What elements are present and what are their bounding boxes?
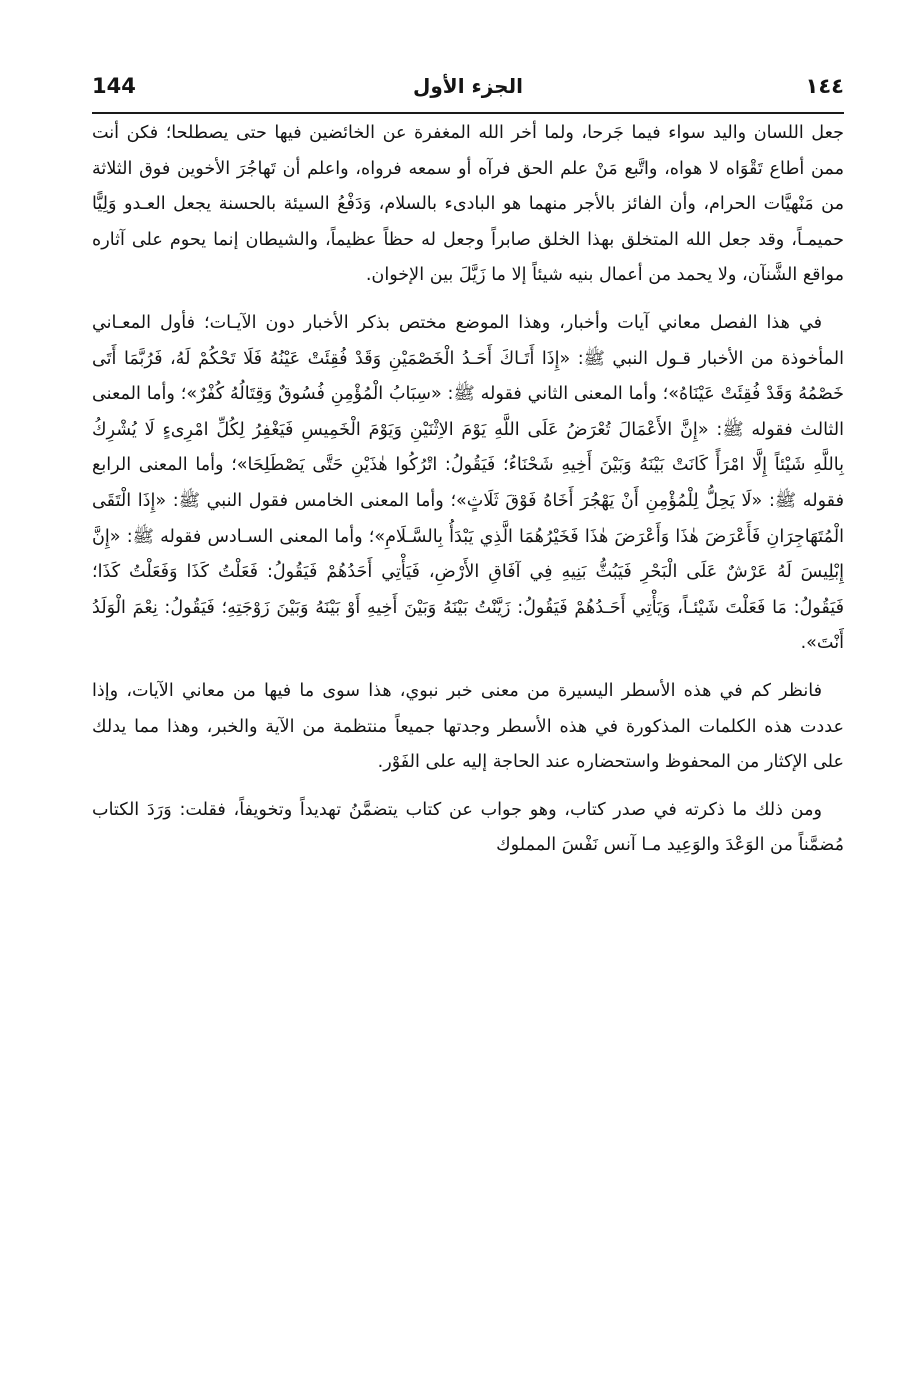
running-title: الجزء الأول: [413, 74, 523, 98]
book-page: [92, 66, 844, 1326]
paragraph-2: في هذا الفصل معاني آيات وأخبار، وهذا الموضع مختص بذكر الأخبار دون الآيـات؛ فأول المعـاني المأخوذة من الأخبار قـول النبي ﷺ: «إِذَا أَتَـاكَ أَحَـدُ الْخَصْمَيْنِ وَقَدْ فُقِئَتْ عَيْنُهُ فَلَا تَحْكُمْ لَهُ، فَرُبَّمَا أَتَى خَصْمُهُ وَقَدْ فُقِئَتْ عَيْنَاهُ»؛ وأما المعنى الثاني فقوله ﷺ: «سِبَابُ الْمُؤْمِنِ فُسُوقٌ وَقِتَالُهُ كُفْرٌ»؛ وأما المعنى الثالث فقوله ﷺ: «إِنَّ الأَعْمَالَ تُعْرَضُ عَلَى اللَّهِ يَوْمَ الاِثْنَيْنِ وَيَوْمَ الْخَمِيسِ فَيَغْفِرُ لِكُلِّ امْرِىءٍ لَا يُشْرِكُ بِاللَّهِ شَيْئاً إِلَّا امْرَأً كَانَتْ بَيْنَهُ وَبَيْنَ أَخِيهِ شَحْنَاءُ؛ فَيَقُولُ: اتْرُكُوا هٰذَيْنِ حَتَّى يَصْطَلِحَا»؛ وأما المعنى الرابع فقوله ﷺ: «لَا يَحِلُّ لِلْمُؤْمِنِ أَنْ يَهْجُرَ أَخَاهُ فَوْقَ ثَلَاثٍ»؛ وأما المعنى الخامس فقول النبي ﷺ: «إِذَا الْتَقَى الْمُتَهَاجِرَانِ فَأَعْرَضَ هٰذَا وَأَعْرَضَ هٰذَا فَخَيْرُهُمَا الَّذِي يَبْدَأُ بِالسَّـلَامِ»؛ وأما المعنى السـادس فقوله ﷺ: «إِنَّ إِبْلِيسَ لَهُ عَرْشٌ عَلَى الْبَحْرِ فَيَبُثُّ بَنِيهِ فِي آفَاقِ الأَرْضِ، فَيَأْتِي أَحَدُهُمْ فَيَقُولُ: فَعَلْتُ كَذَا وَفَعَلْتُ كَذَا؛ فَيَقُولُ: مَا فَعَلْتَ شَيْئـاً، وَيَأْتِي أَحَـدُهُمْ فَيَقُولُ: زَيَّنْتُ بَيْنَهُ وَبَيْنَ أَخِيهِ أَوْ بَيْنَهُ وَبَيْنَ زَوْجَتِهِ؛ فَيَقُولُ: نِعْمَ الْوَلَدُ أَنْتَ».: [92, 312, 844, 654]
page-number-arabic: ١٤٤: [805, 74, 844, 98]
page-number-latin: 144: [92, 74, 136, 98]
page-header: [92, 66, 844, 114]
paragraph-4: ومن ذلك ما ذكرته في صدر كتاب، وهو جواب عن كتاب يتضمَّنُ تهديداً وتخويفاً، فقلت: وَرَدَ الكتاب مُضمَّناً من الوَعْدَ والوَعِيد مـا آنس نَفْسَ المملوك: [92, 799, 844, 856]
paragraph-1: جعل اللسان واليد سواء فيما جَرحا، ولما أخر الله المغفرة عن الخائضين فيها حتى يصطلحا؛ فكن أنت ممن أطاع تَقْوَاه لا هواه، واتَّبع مَنْ علم الحق فرآه أو سمعه فرواه، واعلم أن تَهاجُرَ الأخوين فوق الثلاثة من مَنْهيَّات الحرام، وأن الفائز بالأجر منهما هو البادىء بالسلام، وَدَفْعُ السيئة بالحسنة يجعل العـدو وَلِيًّا حميمـاً، وقد جعل الله المتخلق بهذا الخلق صابراً وجعل له حظاً عظيماً، والشيطان إنما يحوم على آثاره مواقع الشَّنآن، ولا يحمد من أعمال بنيه شيئاً إلا ما زَيَّلَ بين الإخوان.: [92, 123, 844, 286]
page-body: [92, 116, 844, 864]
paragraph-3: فانظر كم في هذه الأسطر اليسيرة من معنى خبر نبوي، هذا سوى ما فيها من معاني الآيات، وإذا عددت هذه الكلمات المذكورة في هذه الأسطر وجدتها جميعاً منتظمة من الآية والخبر، وهذا مما يدلك على الإكثار من المحفوظ واستحضاره عند الحاجة إليه على الفَوْر.: [92, 680, 844, 773]
